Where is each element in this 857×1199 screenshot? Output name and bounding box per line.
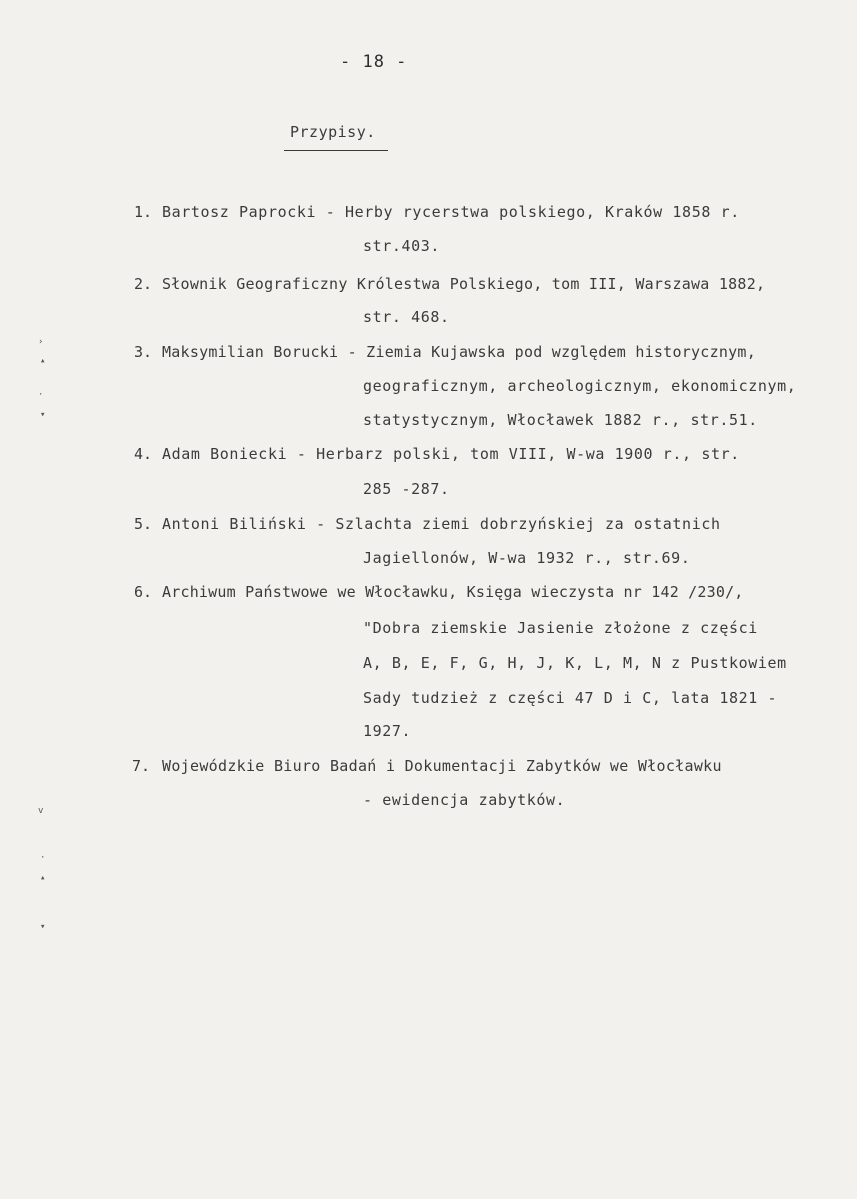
footnote-line: str.403. [363, 237, 441, 255]
heading-underline [284, 150, 388, 151]
section-heading: Przypisy. [290, 123, 376, 141]
margin-mark: · [40, 853, 46, 863]
footnote-line: Jagiellonów, W-wa 1932 r., str.69. [363, 549, 691, 567]
footnote-line: statystycznym, Włocławek 1882 r., str.51. [363, 411, 758, 429]
footnote-line: Maksymilian Borucki - Ziemia Kujawska pod względem historycznym, [162, 343, 756, 361]
footnote-line: Wojewódzkie Biuro Badań i Dokumentacji Zabytków we Włocławku [162, 757, 722, 775]
footnote-line: "Dobra ziemskie Jasienie złożone z części [363, 619, 758, 637]
margin-mark: ▴ [40, 356, 46, 366]
footnote-line: - ewidencja zabytków. [363, 791, 566, 809]
margin-mark: ▴ [40, 873, 46, 883]
footnote-line: A, B, E, F, G, H, J, K, L, M, N z Pustkowiem [363, 654, 787, 672]
footnote-number: 3. [134, 343, 153, 361]
footnote-line: Słownik Geograficzny Królestwa Polskiego, tom III, Warszawa 1882, [162, 275, 766, 293]
footnote-line: Adam Boniecki - Herbarz polski, tom VIII, W-wa 1900 r., str. [162, 445, 740, 463]
margin-mark: v [38, 806, 44, 816]
margin-mark: › [38, 337, 44, 347]
footnote-number: 6. [134, 583, 153, 601]
margin-mark: ▾ [40, 922, 46, 932]
footnote-line: Archiwum Państwowe we Włocławku, Księga wieczysta nr 142 /230/, [162, 583, 744, 601]
margin-mark: ▾ [40, 410, 46, 420]
footnote-line: 285 -287. [363, 480, 450, 498]
footnote-number: 4. [134, 445, 153, 463]
footnote-line: str. 468. [363, 308, 450, 326]
footnote-line: 1927. [363, 722, 412, 740]
footnote-number: 5. [134, 515, 153, 533]
footnote-line: Sady tudzież z części 47 D i C, lata 1821 - [363, 689, 778, 707]
margin-mark: · [38, 390, 44, 400]
footnote-line: Bartosz Paprocki - Herby rycerstwa polskiego, Kraków 1858 r. [162, 203, 740, 221]
footnote-line: geograficznym, archeologicznym, ekonomicznym, [363, 377, 797, 395]
page-number: - 18 - [340, 52, 408, 72]
footnote-line: Antoni Biliński - Szlachta ziemi dobrzyńskiej za ostatnich [162, 515, 721, 533]
footnote-number: 1. [134, 203, 153, 221]
footnote-number: 7. [132, 757, 151, 775]
footnote-number: 2. [134, 275, 153, 293]
